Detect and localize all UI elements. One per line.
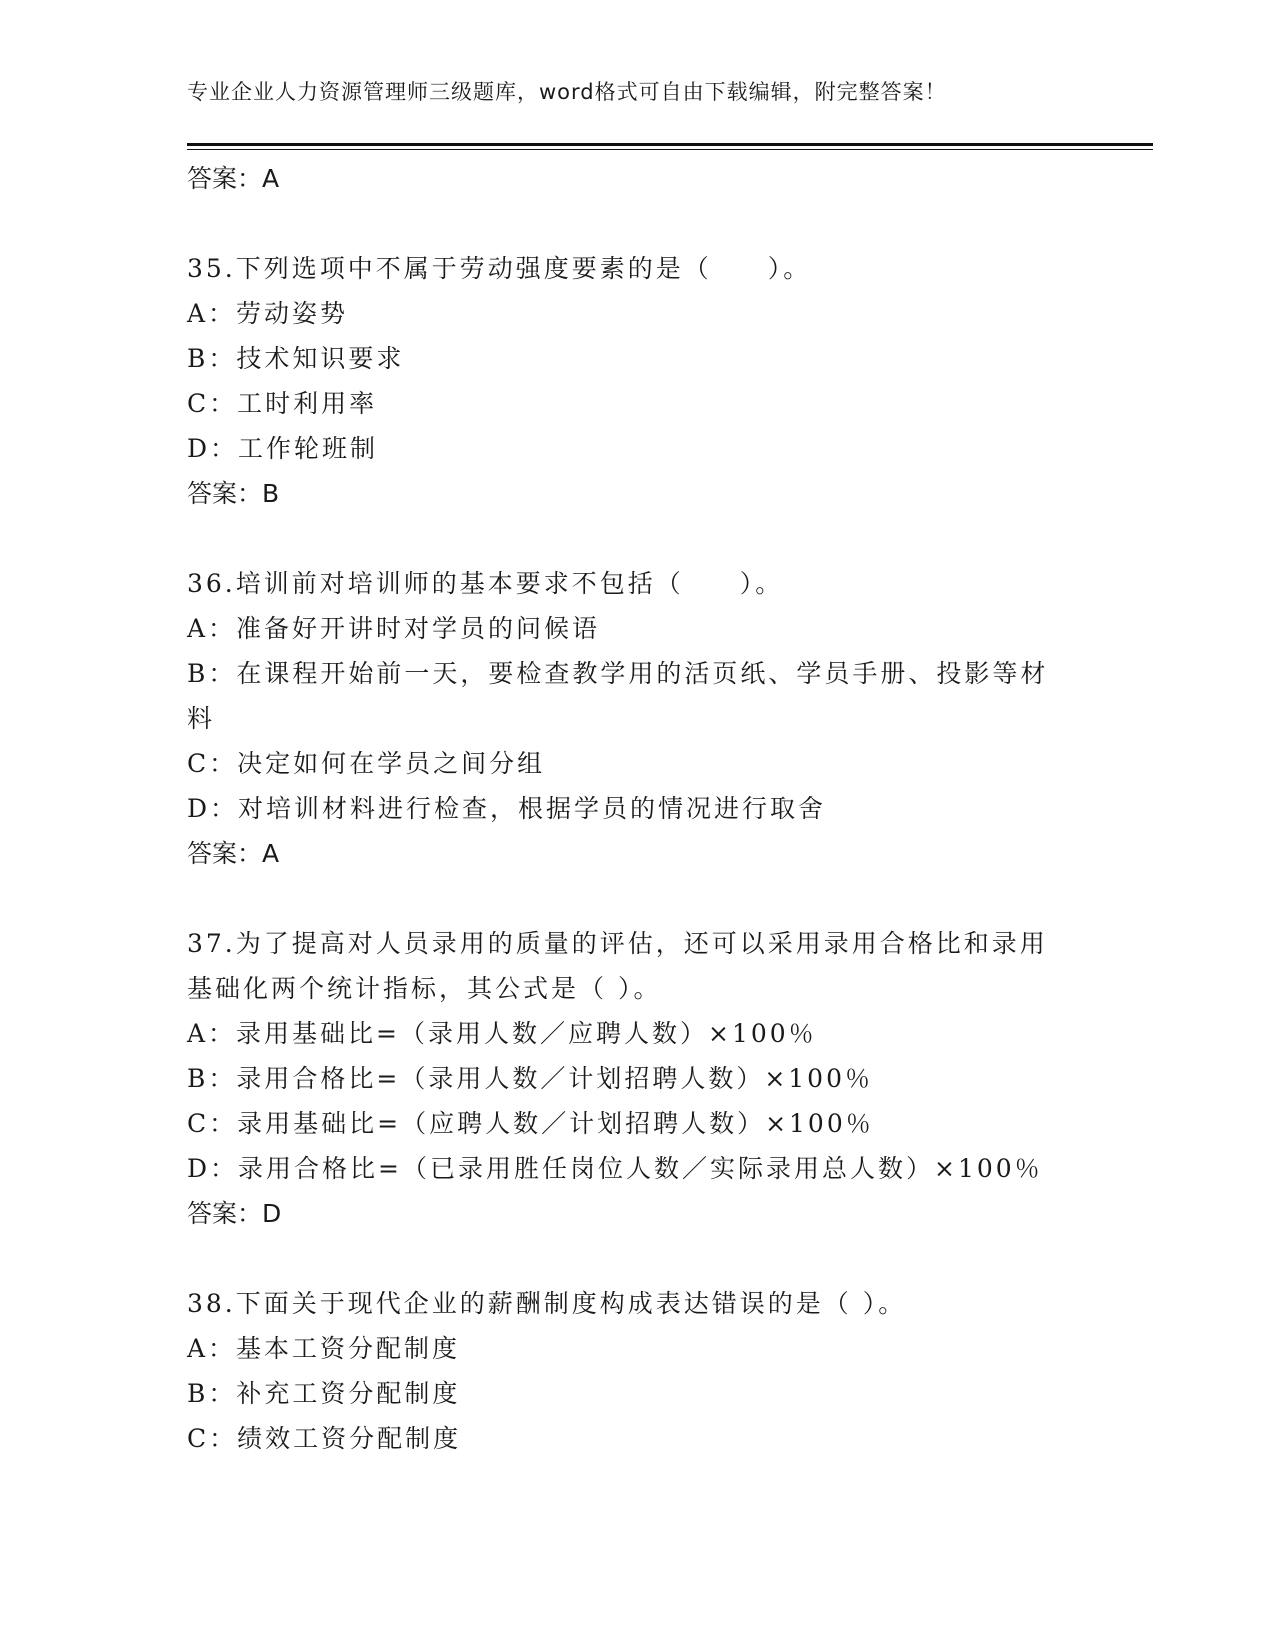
- option-c: C：决定如何在学员之间分组: [187, 749, 546, 778]
- page-header: 专业企业人力资源管理师三级题库，word格式可自由下载编辑，附完整答案！: [187, 80, 947, 104]
- question-35: [187, 246, 1087, 517]
- option-b: B：补充工资分配制度: [187, 1379, 461, 1408]
- question-stem: 36.培训前对培训师的基本要求不包括（ ）。: [187, 569, 784, 598]
- question-36: [187, 561, 1087, 877]
- option-a: A：劳动姿势: [187, 299, 349, 328]
- option-d: D：工作轮班制: [187, 434, 379, 463]
- question-stem: 37.为了提高对人员录用的质量的评估，还可以采用录用合格比和录用基础化两个统计指标，其公式是（ ）。: [187, 929, 1048, 1003]
- option-a: A：录用基础比=（录用人数／应聘人数）×100％: [187, 1019, 817, 1048]
- answer-line: 答案：A: [187, 164, 280, 193]
- option-b: B：技术知识要求: [187, 344, 405, 373]
- question-stem: 38.下面关于现代企业的薪酬制度构成表达错误的是（ ）。: [187, 1289, 907, 1318]
- option-a: A：基本工资分配制度: [187, 1334, 461, 1363]
- answer-line: 答案：D: [187, 1199, 282, 1228]
- option-c: C：工时利用率: [187, 389, 378, 418]
- option-a: A：准备好开讲时对学员的问候语: [187, 614, 601, 643]
- option-c: C：绩效工资分配制度: [187, 1424, 462, 1453]
- option-b: B：在课程开始前一天，要检查教学用的活页纸、学员手册、投影等材料: [187, 659, 1049, 733]
- document-body: [187, 156, 1087, 1461]
- option-b: B：录用合格比=（录用人数／计划招聘人数）×100％: [187, 1064, 873, 1093]
- question-stem: 35.下列选项中不属于劳动强度要素的是（ ）。: [187, 254, 812, 283]
- answer-line: 答案：B: [187, 479, 280, 508]
- header-rule-thick: [187, 143, 1153, 146]
- question-38: [187, 1281, 1087, 1461]
- answer-line: 答案：A: [187, 839, 280, 868]
- question-37: [187, 921, 1087, 1237]
- header-rule-thin: [187, 149, 1153, 150]
- option-d: D：对培训材料进行检查，根据学员的情况进行取舍: [187, 794, 827, 823]
- option-c: C：录用基础比=（应聘人数／计划招聘人数）×100％: [187, 1109, 874, 1138]
- option-d: D：录用合格比=（已录用胜任岗位人数／实际录用总人数）×100％: [187, 1154, 1043, 1183]
